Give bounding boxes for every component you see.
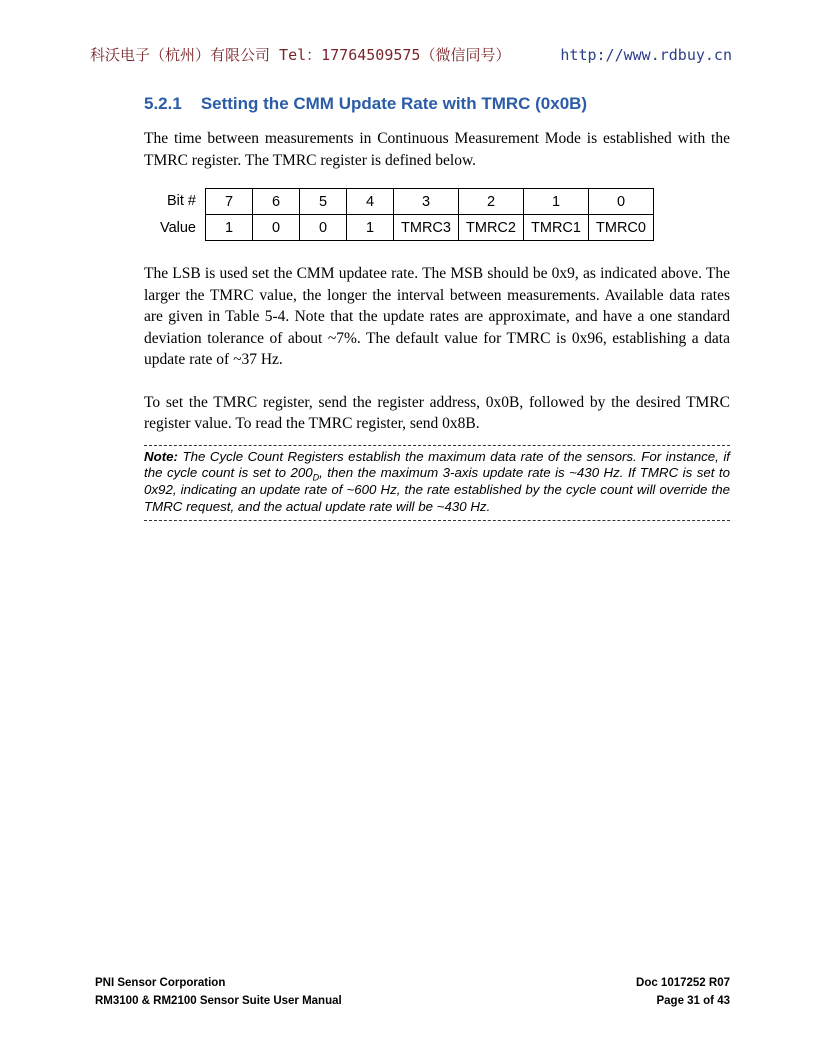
bit-value-row xyxy=(206,215,654,241)
vendor-website-link[interactable]: http://www.rdbuy.cn xyxy=(560,46,732,64)
value-cell: TMRC0 xyxy=(589,215,654,241)
footer-right xyxy=(636,974,730,1010)
bit-cell: 6 xyxy=(253,189,300,215)
value-cell: 0 xyxy=(300,215,347,241)
footer-company: PNI Sensor Corporation xyxy=(95,977,226,989)
footer-doc-number: Doc 1017252 R07 xyxy=(636,977,730,989)
value-cell: TMRC2 xyxy=(459,215,524,241)
paragraph-set-register: To set the TMRC register, send the register address, 0x0B, followed by the desired TMRC register value. To read the TMRC register, send 0x8B. xyxy=(144,393,730,432)
row-label-bit: Bit # xyxy=(166,193,196,209)
value-cell: 1 xyxy=(347,215,394,241)
bit-cell: 0 xyxy=(589,189,654,215)
paragraph-intro: The time between measurements in Continuous Measurement Mode is established with the TMRC register. The TMRC register is defined below. xyxy=(144,130,730,169)
note-text-before-subscript: The Cycle Count Registers establish the maximum data rate of the sensors. For instance, if the cycle count is set to 200 xyxy=(144,448,730,481)
bit-cell: 7 xyxy=(206,189,253,215)
note-subscript-d: D xyxy=(312,472,320,483)
footer-page-number: Page 31 of 43 xyxy=(656,995,730,1007)
bit-cell: 3 xyxy=(394,189,459,215)
section-number: 5.2.1 xyxy=(144,94,182,113)
footer-manual-title: RM3100 & RM2100 Sensor Suite User Manual xyxy=(95,995,342,1007)
bit-cell: 2 xyxy=(459,189,524,215)
vendor-company-line: 科沃电子（杭州）有限公司 Tel：17764509575（微信同号） xyxy=(90,46,511,64)
footer-left xyxy=(95,974,342,1010)
row-label-value: Value xyxy=(159,220,196,236)
value-cell: 1 xyxy=(206,215,253,241)
paragraph-lsb-description: The LSB is used set the CMM updatee rate. The MSB should be 0x9, as indicated above. The larger the TMRC value, the longer the interval between measurements. Available data rates are given in Table 5-4. Note that the update rates are approximate, and have a one standard deviation tolerance of about ~7%. The default value for TMRC is 0x96, establishing a data update rate of ~37 Hz. xyxy=(144,265,730,368)
value-cell: TMRC3 xyxy=(394,215,459,241)
tmrc-register-table xyxy=(144,188,730,242)
bit-cell: 4 xyxy=(347,189,394,215)
document-body xyxy=(144,93,730,521)
register-table-row-labels xyxy=(144,188,205,242)
value-cell: TMRC1 xyxy=(524,215,589,241)
bit-number-row xyxy=(206,189,654,215)
bit-cell: 1 xyxy=(524,189,589,215)
section-heading xyxy=(144,93,730,115)
note-block xyxy=(144,445,730,521)
note-text-after-subscript: , then the maximum 3-axis update rate is ~430 Hz. If TMRC is set to 0x92, indicating an update rate of ~600 Hz, the rate established by the cycle count will override the TMRC request, and the actual update rate will be ~430 Hz. xyxy=(144,465,730,514)
bit-cell: 5 xyxy=(300,189,347,215)
page-footer xyxy=(95,974,730,1010)
vendor-header xyxy=(90,44,732,65)
value-cell: 0 xyxy=(253,215,300,241)
register-bit-table xyxy=(205,188,654,241)
section-title: Setting the CMM Update Rate with TMRC (0x0B) xyxy=(200,94,588,113)
note-label: Note: xyxy=(144,448,178,464)
